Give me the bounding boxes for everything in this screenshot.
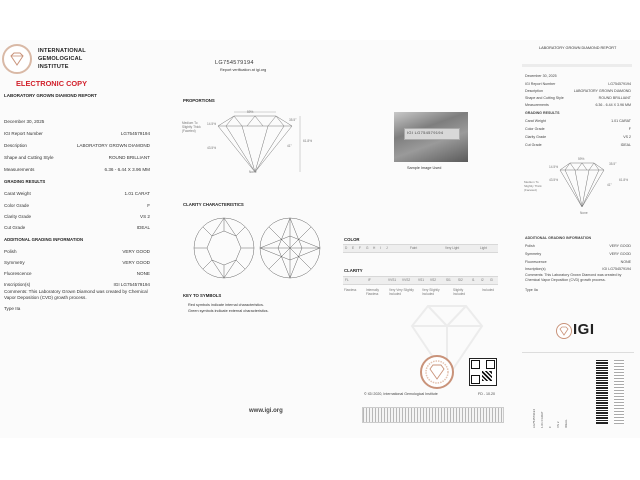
girdle-line: (Faceted) [524,188,537,192]
grading-value: 1.01 CARAT [124,191,150,196]
right-crown-angle: 35.5° [609,162,617,166]
clarity-tick: I1 [472,278,475,282]
grading-value: VS 2 [140,214,150,219]
website: www.igi.org [249,408,283,414]
info-label: Description [4,143,27,148]
grading-value: F [628,127,631,131]
right-additional-heading: ADDITIONAL GRADING INFORMATION [525,236,592,240]
right-grading-row [525,143,631,147]
right-girdle-description [524,180,542,192]
pavilion-angle: 41° [287,144,292,148]
grading-value: VS 2 [623,135,631,139]
clarity-characteristics-heading: CLARITY CHARACTERISTICS [183,202,244,207]
right-grading-heading: GRADING RESULTS [525,111,560,115]
additional-row [4,249,150,254]
stub-value: 1.01 CARAT [540,411,544,428]
grading-value: 1.01 CARAT [611,119,631,123]
additional-value: IGI LG754579194 [602,267,631,271]
additional-value: NONE [620,260,631,264]
additional-value: IGI LG754579194 [113,282,150,287]
qr-code-icon [469,358,497,386]
stub-microprint [614,360,624,424]
info-label: Measurements [525,103,549,107]
info-label: Measurements [4,167,35,172]
report-date: December 30, 2025 [4,119,45,124]
sample-inscription: IGI LG754579194 [407,130,444,135]
report-title: LABORATORY GROWN DIAMOND REPORT [4,93,97,98]
clarity-tick: VS2 [430,278,437,282]
igi-emblem-icon [2,44,32,74]
color-tick: J [386,246,388,250]
diamond-type: Type IIa [4,306,21,311]
additional-label: Polish [525,244,535,248]
institute-line: INSTITUTE [38,64,69,70]
info-value: LG754579194 [608,82,631,86]
crown-height: 14.5% [207,122,217,126]
girdle-line: Medium To [524,180,539,184]
right-info-row [525,103,631,107]
info-value: LABORATORY GROWN DIAMOND [573,89,631,93]
additional-info-heading: ADDITIONAL GRADING INFORMATION [4,237,84,242]
key-line-external: Green symbols indicate external characteristics. [188,309,269,313]
girdle-line: Slightly Thick [182,125,201,129]
clarity-tick: VVS1 [388,278,397,282]
girdle-line: Slightly Thick [524,184,542,188]
grading-label: Color Grade [4,203,30,208]
clarity-description: Flawless [344,288,357,292]
clarity-tick: SI2 [458,278,463,282]
grading-value: IDEAL [136,225,150,230]
right-additional-row [525,252,631,256]
stub-value: LG754579194 [532,408,536,428]
additional-row [4,260,150,265]
girdle-line: (Faceted) [182,129,196,133]
right-info-row [525,89,631,93]
right-grading-row [525,135,631,139]
grading-row [4,203,150,208]
grading-results-heading: GRADING RESULTS [4,179,46,184]
clarity-description: Slightly Included [453,288,466,296]
clarity-description: Included [482,288,495,292]
igi-logo-text: IGI [573,321,595,338]
grading-row [4,225,150,230]
clarity-tick: SI1 [446,278,451,282]
culet: None [249,170,257,174]
color-tick: Faint [410,246,418,250]
grading-label: Carat Weight [4,191,31,196]
right-date: December 30, 2025 [525,74,557,78]
institute-line: INTERNATIONAL [38,48,86,54]
info-label: IGI Report Number [525,82,556,86]
right-table-percent: 59% [578,157,585,161]
info-label: Description [525,89,543,93]
right-report-title: LABORATORY GROWN DIAMOND REPORT [539,46,617,50]
right-total-depth: 61.8% [619,178,629,182]
form-code: FD - 10.20 [478,392,495,396]
info-label: Shape and Cutting Style [525,96,564,100]
additional-value: NONE [136,271,150,276]
right-info-row [525,96,631,100]
pavilion-depth: 43.5% [207,146,217,150]
grading-value: IDEAL [620,143,631,147]
clarity-plot-diagram [190,213,326,283]
right-comments: Comments: This Laboratory Grown Diamond was created by Chemical Vapor Deposition (CVD) growth process. [525,273,622,282]
right-igi-emblem-icon [556,323,572,339]
color-tick: H [373,246,376,250]
comments: Comments: This Laboratory Grown Diamond was created by Chemical Vapor Deposition (CVD) growth process. [4,289,148,300]
right-additional-row [525,260,631,264]
clarity-tick: FL [345,278,349,282]
additional-value: VERY GOOD [609,244,631,248]
sample-photo [394,112,468,162]
info-value: LG754579194 [120,131,150,136]
grading-row [4,214,150,219]
right-culet: None [580,211,588,215]
color-tick: G [366,246,369,250]
grading-label: Cut Grade [525,143,542,147]
additional-row [4,271,150,276]
info-row [4,143,150,148]
additional-value: VERY GOOD [122,249,150,254]
clarity-description: Internally Flawless [366,288,379,296]
info-value: LABORATORY GROWN DIAMOND [76,143,150,148]
color-scale-heading: COLOR [344,237,360,242]
right-info-row [525,82,631,86]
info-value: 6.36 - 6.44 X 3.96 MM [104,167,150,172]
institute-line: GEMOLOGICAL [38,56,83,62]
info-row [4,167,150,172]
clarity-description: Very Very Slightly Included [389,288,414,296]
color-tick: D [345,246,348,250]
additional-row [4,282,150,287]
key-to-symbols-heading: KEY TO SYMBOLS [183,293,222,298]
right-pavilion-angle: 41° [607,183,612,187]
table-percent: 59% [247,110,254,114]
additional-label: Fluorescence [4,271,32,276]
clarity-tick: IF [368,278,371,282]
verification-note: Report verification at igi.org [220,68,267,72]
barcode-icon [596,360,608,424]
color-tick: Very Light [445,246,460,250]
grading-label: Clarity Grade [525,135,547,139]
clarity-description: Very Slightly Included [422,288,440,296]
right-additional-row [525,267,631,271]
info-value: ROUND BRILLIANT [598,96,631,100]
additional-label: Fluorescence [525,260,547,264]
proportions-heading: PROPORTIONS [183,98,215,103]
clarity-tick: VVS2 [402,278,411,282]
additional-label: Symmetry [525,252,542,256]
info-label: Shape and Cutting Style [4,155,54,160]
electronic-copy-label: ELECTRONIC COPY [16,79,88,88]
additional-label: Symmetry [4,260,25,265]
clarity-tick: VS1 [418,278,425,282]
key-line-internal: Red symbols indicate internal characteristics. [188,303,264,307]
additional-label: Inscription(s) [4,282,31,287]
color-tick: F [359,246,361,250]
right-pavilion-depth: 43.5% [549,178,559,182]
color-tick: I [380,246,381,250]
info-value: 6.36 - 6.44 X 3.96 MM [595,103,631,107]
igi-seal-icon [420,355,454,389]
right-diamond-type: Type IIa [525,288,538,292]
sample-caption: Sample Image Used [407,166,442,170]
color-tick: Light [480,246,487,250]
report-number-header: LG754579194 [215,60,254,66]
color-tick: E [352,246,355,250]
stub-value: F [548,426,552,428]
clarity-scale-heading: CLARITY [344,268,363,273]
copyright: © IGI 2020, International Gemological Institute [364,392,438,396]
grading-row [4,191,150,196]
grading-label: Clarity Grade [4,214,32,219]
grading-label: Color Grade [525,127,545,131]
stub-value: VS 2 [556,421,560,428]
right-grading-row [525,119,631,123]
additional-label: Inscription(s) [525,267,546,271]
security-microprint-strip [362,407,504,423]
additional-value: VERY GOOD [122,260,150,265]
additional-value: VERY GOOD [609,252,631,256]
info-label: IGI Report Number [4,131,43,136]
clarity-tick: I2 [481,278,484,282]
girdle-description [182,121,201,133]
right-additional-row [525,244,631,248]
stub-value: IDEAL [564,419,568,428]
clarity-tick: I3 [490,278,493,282]
crown-angle: 35.5° [289,118,297,122]
right-grading-row [525,127,631,131]
additional-label: Polish [4,249,17,254]
grading-label: Carat Weight [525,119,546,123]
info-row [4,131,150,136]
info-value: ROUND BRILLIANT [108,155,150,160]
total-depth: 61.8% [303,139,313,143]
grading-label: Cut Grade [4,225,26,230]
right-header-bar [522,64,632,67]
institute-name [38,47,86,71]
girdle-line: Medium To [182,121,198,125]
grading-value: F [147,203,150,208]
right-crown-height: 14.5% [549,165,559,169]
info-row [4,155,150,160]
